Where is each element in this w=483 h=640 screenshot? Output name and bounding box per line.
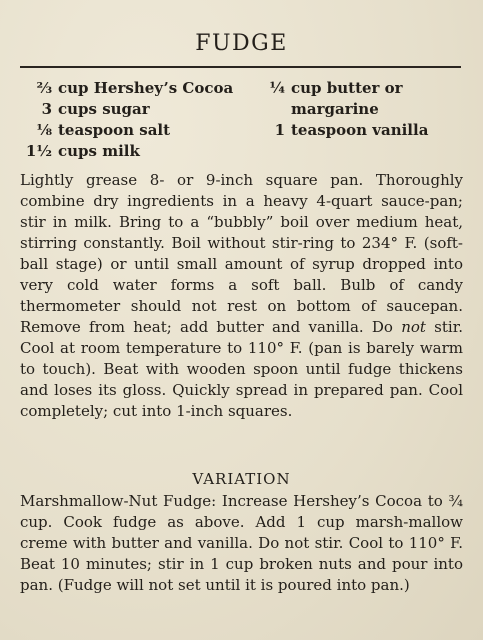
ingredient-continuation: margarine: [291, 100, 379, 118]
ingredient-name: teaspoon vanilla: [291, 121, 429, 139]
directions-emphasis: not: [401, 318, 426, 336]
title-divider: [20, 66, 461, 68]
recipe-title: FUDGE: [195, 31, 288, 56]
ingredient-amount: ¼: [269, 79, 285, 97]
ingredient-amount: ⅔: [36, 79, 52, 97]
ingredient-item: [22, 141, 233, 162]
variation-heading: VARIATION: [192, 470, 291, 488]
ingredient-name: cup butter or: [291, 79, 403, 97]
ingredient-item: [22, 78, 233, 99]
directions-paragraph: [20, 170, 463, 422]
directions-text: Lightly grease 8- or 9-inch square pan. Thoroughly combine dry ingredients in a heavy 4-quart sauce-pan; stir in milk. Bring to a “bubbly” boil over medium heat, stirring constantly. Boil without stir-ring to 234° F. (soft-ball stage) or until small amount of syrup dropped into very cold water forms a soft ball. Bulb of candy thermometer should not rest on bottom of saucepan. Remove from heat; add butter and vanilla. Do: [20, 171, 463, 336]
ingredients-left-column: [22, 78, 233, 162]
variation-paragraph: [20, 491, 463, 596]
ingredient-name: cups milk: [58, 142, 140, 160]
ingredients-right-column: [265, 78, 428, 141]
directions-text-continued: stir. Cool at room temperature to 110° F. (pan is barely warm to touch). Beat with wooden spoon until fudge thickens and loses its gloss. Quickly spread in prepared pan. Cool completely; cut into 1-inch squares.: [20, 318, 463, 420]
variation-text: Marshmallow-Nut Fudge: Increase Hershey’s Cocoa to ¾ cup. Cook fudge as above. Add 1 cup marsh-mallow creme with butter and vanilla. Do not stir. Cool to 110° F. Beat 10 minutes; stir in 1 cup broken nuts and pour into pan. (Fudge will not set until it is poured into pan.): [20, 492, 463, 594]
ingredient-amount: 3: [41, 100, 52, 118]
ingredient-amount: ⅛: [36, 121, 52, 139]
ingredient-amount: 1: [274, 121, 285, 139]
ingredient-amount: 1½: [25, 142, 52, 160]
ingredient-item: [265, 78, 428, 99]
ingredient-name: teaspoon salt: [58, 121, 171, 139]
ingredient-name: cup Hershey’s Cocoa: [58, 79, 234, 97]
ingredient-item: [22, 120, 233, 141]
ingredient-item: [265, 120, 428, 141]
ingredient-name: cups sugar: [58, 100, 150, 118]
ingredient-item: [22, 99, 233, 120]
